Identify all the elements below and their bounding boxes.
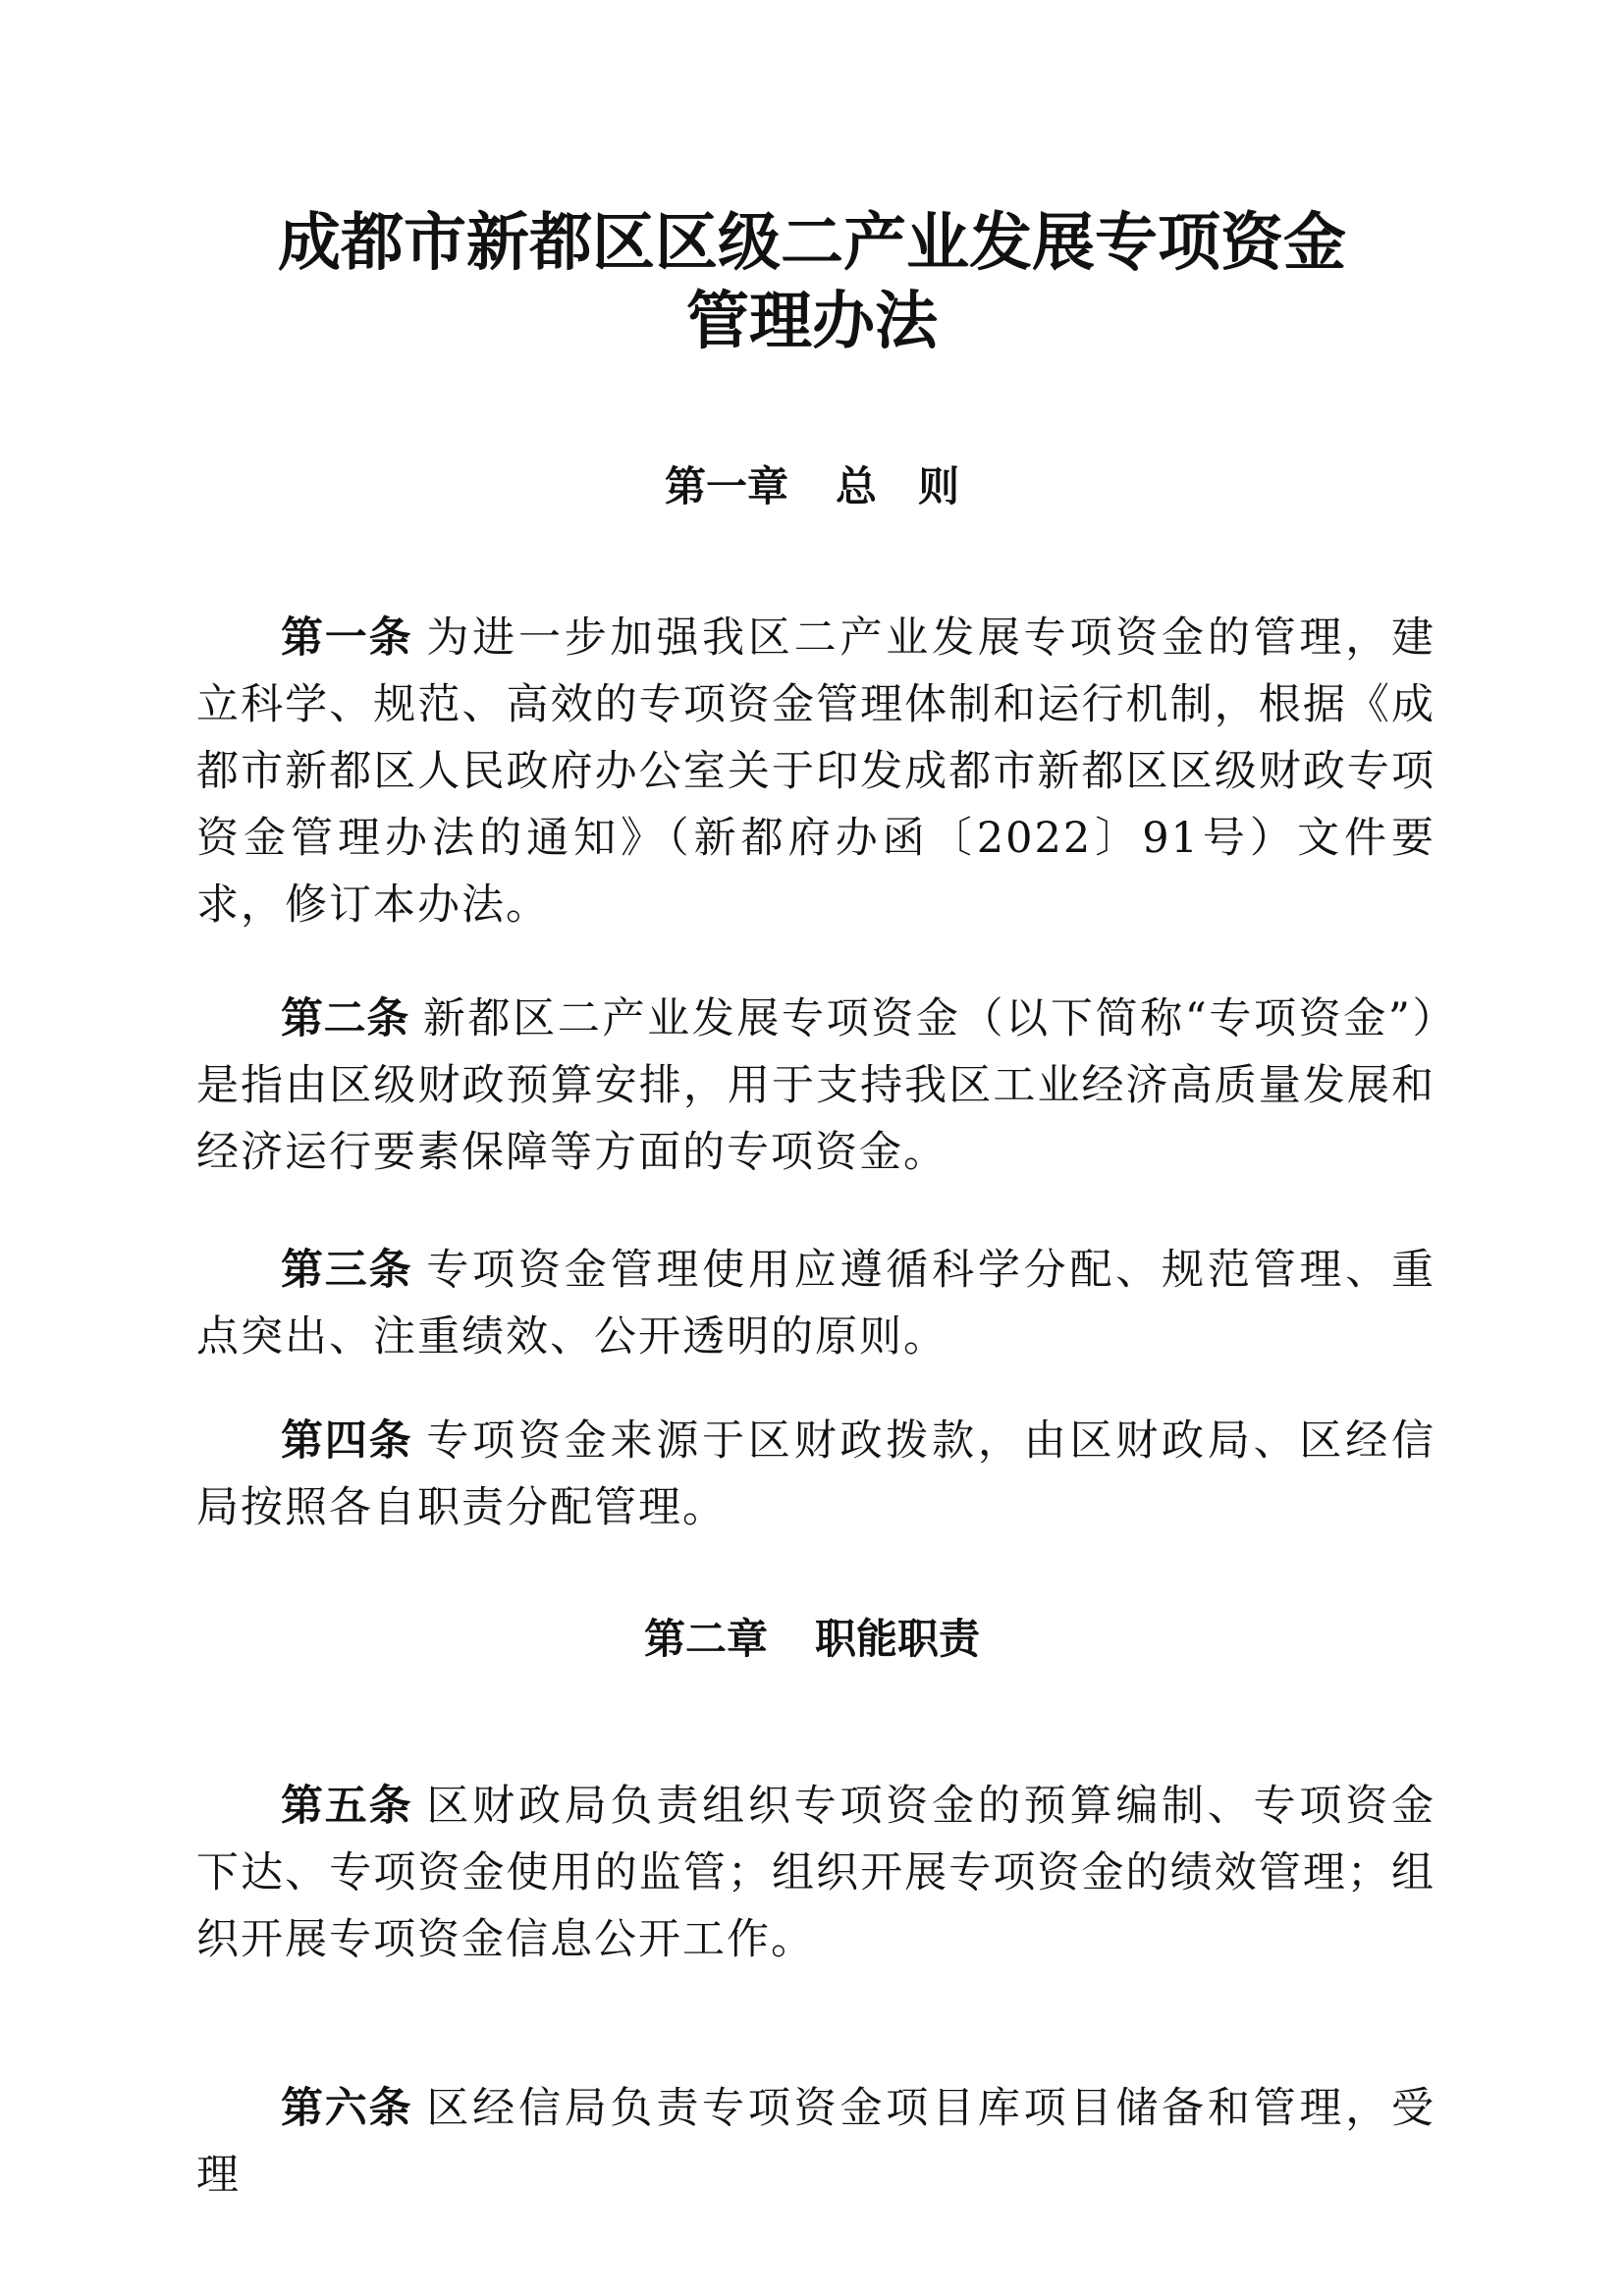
article-label: 第二条 [281,994,409,1043]
article-text: 专项资金来源于区财政拨款，由区财政局、区经信局按照各自职责分配管理。 [196,1416,1435,1532]
chapter-name-part: 总 [835,462,877,510]
article-text: 区财政局负责组织专项资金的预算编制、专项资金下达、专项资金使用的监管；组织开展专项资金的绩效管理；组织开展专项资金信息公开工作。 [196,1782,1435,1964]
article-label: 第四条 [281,1416,413,1466]
article-paragraph-2 [196,986,1435,1186]
article-paragraph-6 [196,2075,1435,2209]
article-label: 第一条 [281,614,413,663]
article-label: 第三条 [281,1246,413,1295]
article-text: 区经信局负责专项资金项目库项目储备和管理，受理 [196,2084,1435,2200]
article-paragraph-3 [196,1237,1435,1370]
chapter-name-part: 则 [918,462,960,510]
article-paragraph-4 [196,1408,1435,1541]
document-title-line-1: 成都市新都区区级二产业发展专项资金 [278,206,1346,280]
document-title-line-2: 管理办法 [686,285,938,358]
chapter-number: 第二章 [643,1615,768,1663]
article-text: 新都区二产业发展专项资金（以下简称“专项资金”）是指由区级财政预算安排，用于支持我区工业经济高质量发展和经济运行要素保障等方面的专项资金。 [196,994,1436,1177]
chapter-heading-1 [0,457,1624,516]
article-text: 专项资金管理使用应遵循科学分配、规范管理、重点突出、注重绩效、公开透明的原则。 [196,1246,1435,1362]
article-label: 第五条 [281,1782,413,1831]
chapter-number: 第一章 [664,462,788,510]
article-text: 为进一步加强我区二产业发展专项资金的管理，建立科学、规范、高效的专项资金管理体制和运行机制，根据《成都市新都区人民政府办公室关于印发成都市新都区区级财政专项资金管理办法的通知》（新都府办函〔2022〕91号）文件要求，修订本办法。 [196,614,1435,930]
article-paragraph-1 [196,605,1435,938]
article-label: 第六条 [281,2084,413,2133]
chapter-heading-2 [0,1610,1624,1669]
chapter-name: 职能职责 [815,1615,981,1663]
article-paragraph-5 [196,1773,1435,1973]
